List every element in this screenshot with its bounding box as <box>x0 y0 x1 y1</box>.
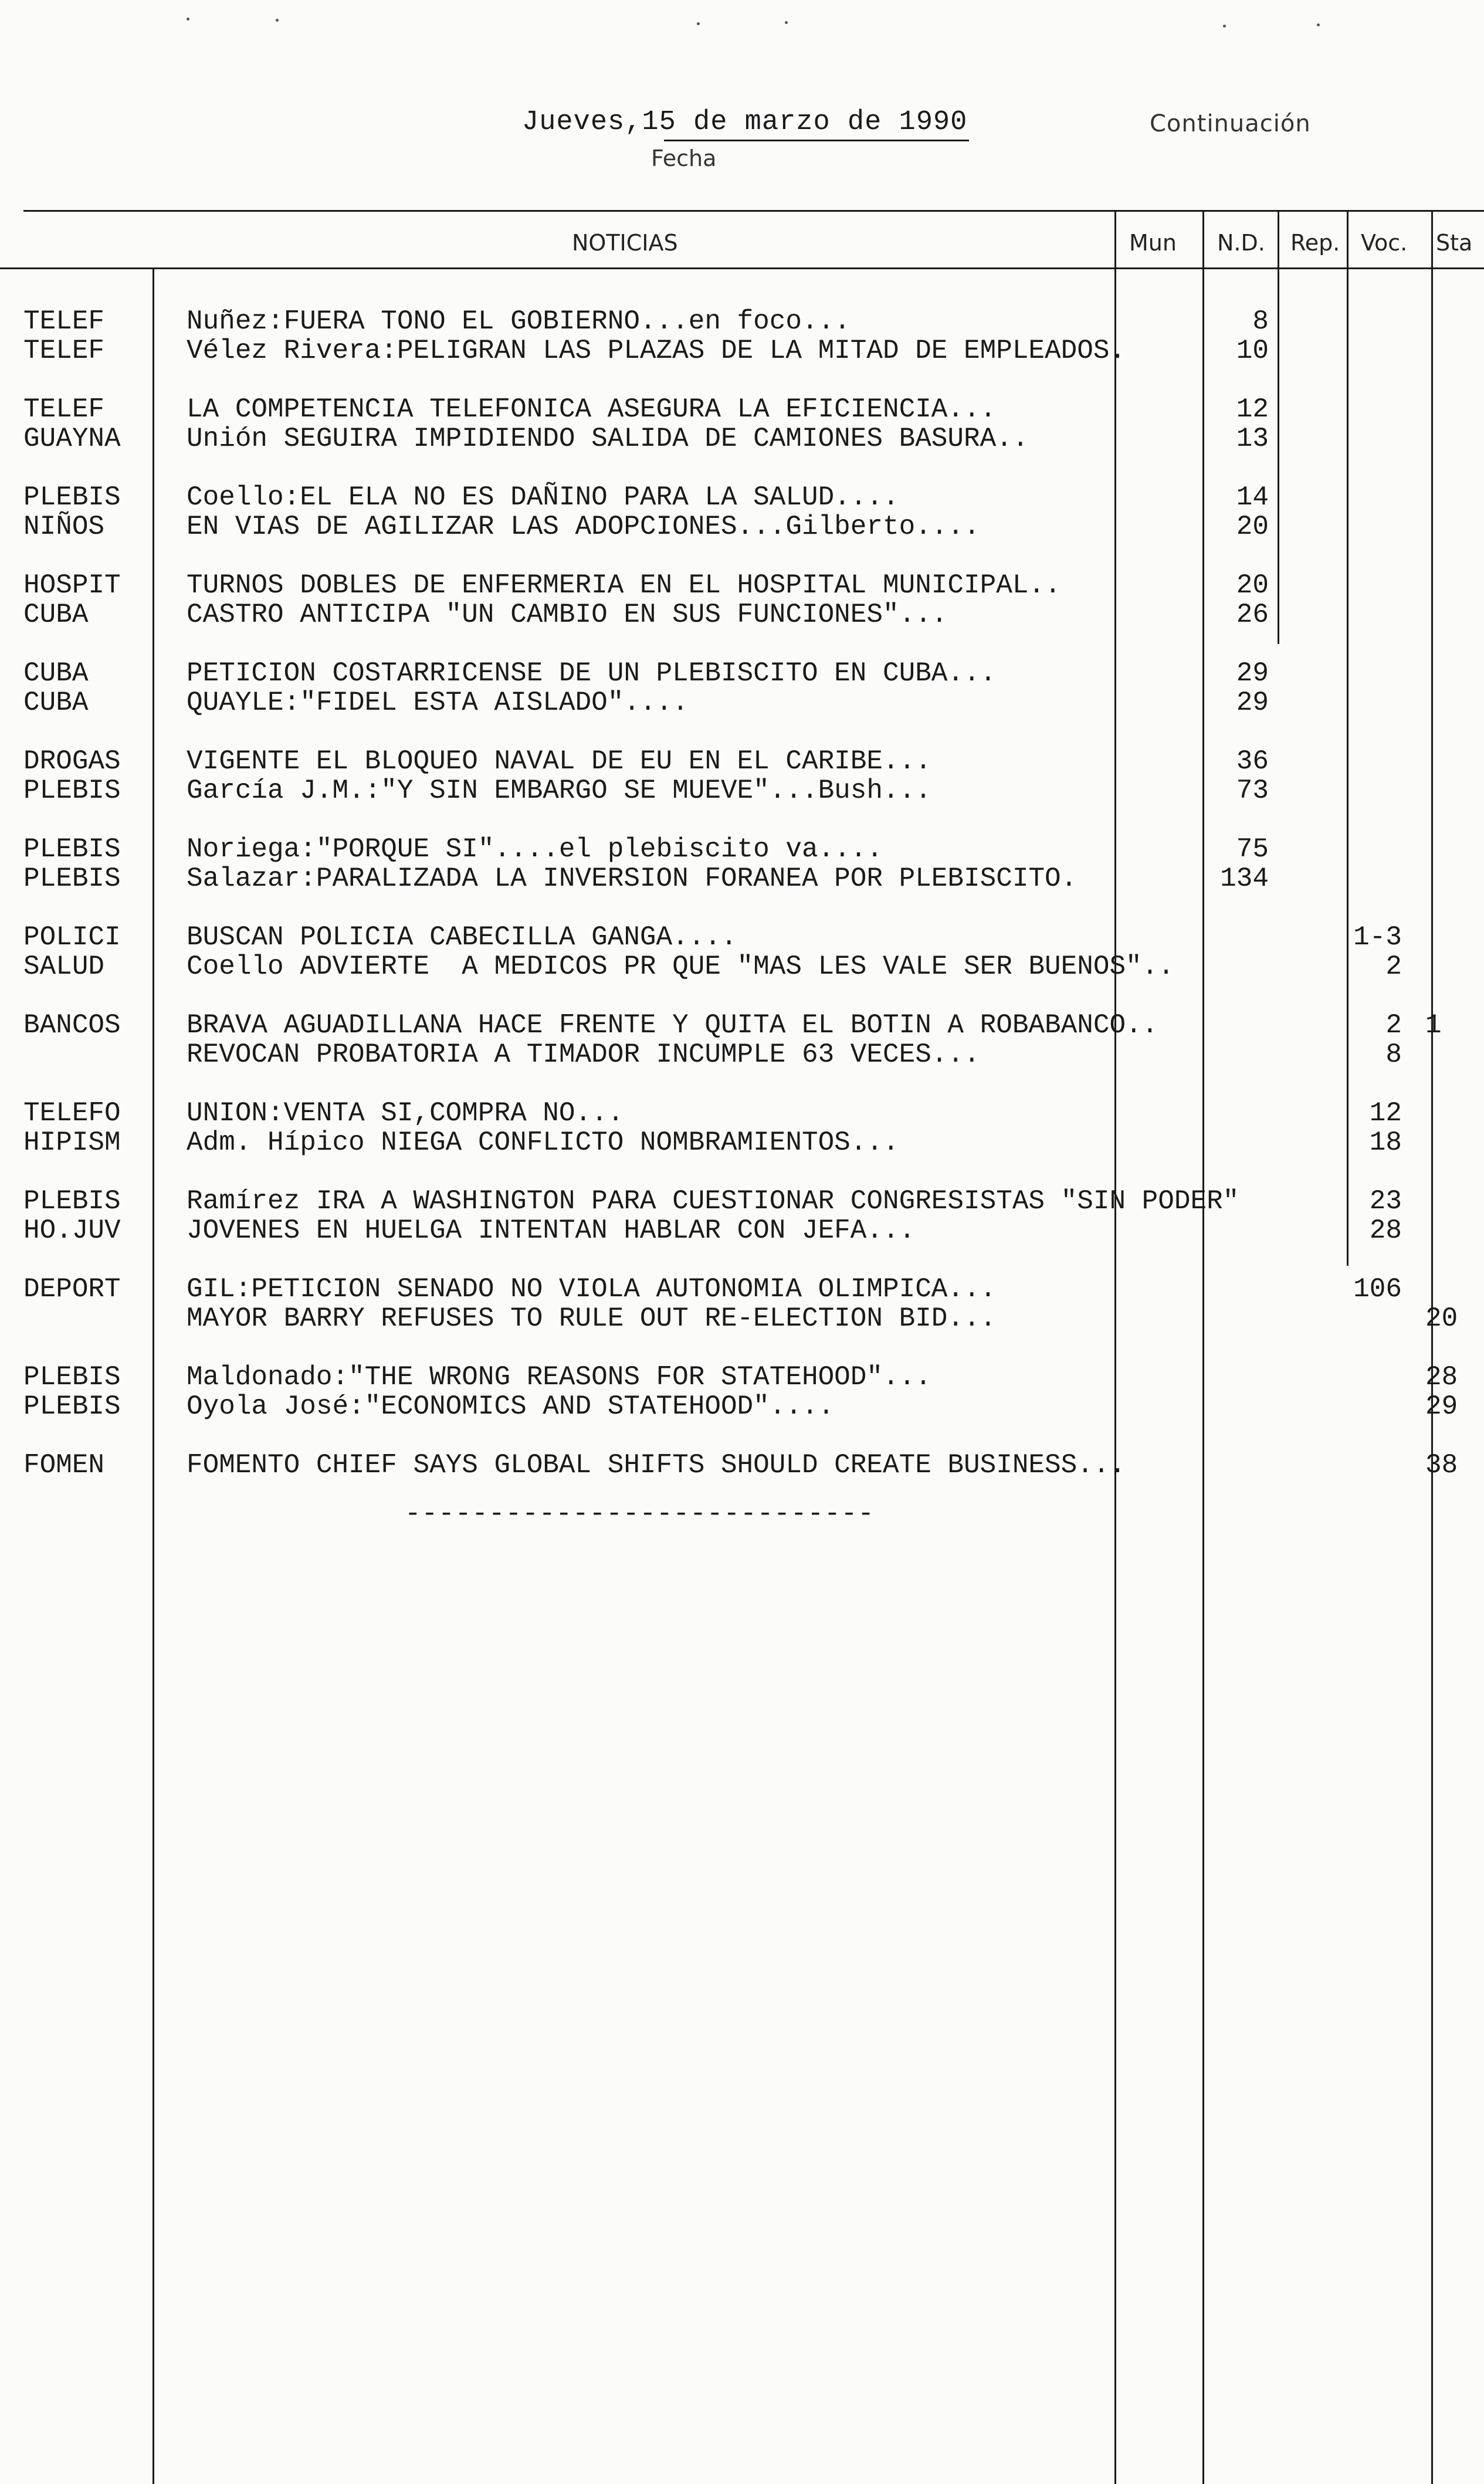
row-category: HO.JUV <box>23 1215 121 1246</box>
row-headline: MAYOR BARRY REFUSES TO RULE OUT RE-ELECTION BID... <box>187 1303 997 1334</box>
scan-speck <box>187 18 189 21</box>
row-category: NIÑOS <box>23 511 105 542</box>
row-category: FOMEN <box>23 1450 105 1480</box>
row-headline: LA COMPETENCIA TELEFONICA ASEGURA LA EFICIENCIA... <box>187 394 997 425</box>
row-category: DROGAS <box>23 746 121 777</box>
row-sta-page: 20 <box>1425 1303 1458 1334</box>
row-nd-page: 12 <box>1236 394 1269 425</box>
scan-speck <box>1223 25 1226 28</box>
row-sta-page: 38 <box>1425 1450 1458 1480</box>
row-category: SALUD <box>23 951 105 982</box>
rep-column-divider <box>1278 210 1279 644</box>
scan-speck <box>276 19 279 22</box>
row-category: TELEF <box>23 306 105 337</box>
column-header-rep: Rep. <box>1290 230 1340 256</box>
row-nd-page: 73 <box>1236 775 1269 806</box>
row-nd-page: 26 <box>1236 599 1269 630</box>
row-voc-page: 18 <box>1369 1127 1402 1158</box>
row-voc-page: 8 <box>1385 1039 1402 1070</box>
row-headline: Vélez Rivera:PELIGRAN LAS PLAZAS DE LA MITAD DE EMPLEADOS. <box>187 336 1126 366</box>
scan-speck <box>697 22 700 25</box>
row-headline: REVOCAN PROBATORIA A TIMADOR INCUMPLE 63 VECES... <box>187 1039 980 1070</box>
row-headline: Noriega:"PORQUE SI"....el plebiscito va.... <box>187 834 883 865</box>
row-headline: TURNOS DOBLES DE ENFERMERIA EN EL HOSPITAL MUNICIPAL.. <box>187 570 1061 601</box>
scan-speck <box>785 21 788 24</box>
row-headline: Adm. Hípico NIEGA CONFLICTO NOMBRAMIENTOS... <box>187 1127 899 1158</box>
row-headline: GIL:PETICION SENADO NO VIOLA AUTONOMIA OLIMPICA... <box>187 1274 997 1304</box>
row-headline: PETICION COSTARRICENSE DE UN PLEBISCITO EN CUBA... <box>187 658 997 689</box>
row-voc-page: 28 <box>1369 1215 1402 1246</box>
row-voc-page: 23 <box>1369 1186 1402 1216</box>
row-category: PLEBIS <box>23 482 121 513</box>
column-header-nd: N.D. <box>1217 230 1265 256</box>
row-category: HIPISM <box>23 1127 121 1158</box>
row-headline: Unión SEGUIRA IMPIDIENDO SALIDA DE CAMIONES BASURA.. <box>187 423 1029 454</box>
row-voc-page: 1-3 <box>1353 922 1402 953</box>
row-nd-page: 75 <box>1236 834 1269 865</box>
row-headline: EN VIAS DE AGILIZAR LAS ADOPCIONES...Gilberto.... <box>187 511 980 542</box>
row-nd-page: 10 <box>1236 336 1269 366</box>
row-category: TELEFO <box>23 1098 121 1129</box>
row-headline: UNION:VENTA SI,COMPRA NO... <box>187 1098 624 1129</box>
nd-column-divider <box>1202 210 1204 2484</box>
row-headline: Salazar:PARALIZADA LA INVERSION FORANEA POR PLEBISCITO. <box>187 863 1078 894</box>
row-headline: CASTRO ANTICIPA "UN CAMBIO EN SUS FUNCIONES"... <box>187 599 948 630</box>
scan-speck <box>1317 23 1320 26</box>
row-nd-page: 134 <box>1220 863 1269 894</box>
sta-column-divider <box>1431 210 1433 2484</box>
row-nd-page: 8 <box>1252 306 1269 337</box>
column-header-sta: Sta <box>1436 230 1473 256</box>
row-category: CUBA <box>23 599 89 630</box>
row-category: BANCOS <box>23 1010 121 1041</box>
row-headline: BRAVA AGUADILLANA HACE FRENTE Y QUITA EL BOTIN A ROBABANCO.. <box>187 1010 1158 1041</box>
row-category: POLICI <box>23 922 121 953</box>
end-divider: ---------------------------- <box>405 1499 875 1529</box>
date-label: Fecha <box>651 145 717 171</box>
row-sta-page: 29 <box>1425 1391 1458 1422</box>
row-category: TELEF <box>23 394 105 425</box>
row-headline: Oyola José:"ECONOMICS AND STATEHOOD".... <box>187 1391 835 1422</box>
row-headline: Ramírez IRA A WASHINGTON PARA CUESTIONAR CONGRESISTAS "SIN PODER" <box>187 1186 1239 1216</box>
row-category: DEPORT <box>23 1274 121 1304</box>
row-category: CUBA <box>23 658 89 689</box>
row-category: TELEF <box>23 336 105 366</box>
date-underline <box>664 140 969 141</box>
row-nd-page: 36 <box>1236 746 1269 777</box>
row-headline: Coello:EL ELA NO ES DAÑINO PARA LA SALUD.... <box>187 482 899 513</box>
row-headline: Coello ADVIERTE A MEDICOS PR QUE "MAS LES VALE SER BUENOS".. <box>187 951 1174 982</box>
row-nd-page: 29 <box>1236 687 1269 718</box>
row-headline: García J.M.:"Y SIN EMBARGO SE MUEVE"...Bush... <box>187 775 931 806</box>
row-headline: Maldonado:"THE WRONG REASONS FOR STATEHOOD"... <box>187 1362 931 1392</box>
row-voc-page: 12 <box>1369 1098 1402 1129</box>
row-voc-page: 106 <box>1353 1274 1402 1304</box>
column-header-noticias: NOTICIAS <box>572 230 678 256</box>
row-sta-page: 28 <box>1425 1362 1458 1392</box>
category-column-divider <box>153 267 154 2484</box>
row-voc-page: 2 <box>1385 1010 1402 1041</box>
row-headline: VIGENTE EL BLOQUEO NAVAL DE EU EN EL CARIBE... <box>187 746 931 777</box>
row-category: PLEBIS <box>23 775 121 806</box>
row-headline: JOVENES EN HUELGA INTENTAN HABLAR CON JEFA... <box>187 1215 916 1246</box>
row-sta-page: 1 <box>1425 1010 1442 1041</box>
row-headline: QUAYLE:"FIDEL ESTA AISLADO".... <box>187 687 689 718</box>
row-headline: Nuñez:FUERA TONO EL GOBIERNO...en foco... <box>187 306 851 337</box>
row-category: PLEBIS <box>23 1362 121 1392</box>
row-headline: BUSCAN POLICIA CABECILLA GANGA.... <box>187 922 737 953</box>
row-category: PLEBIS <box>23 1186 121 1216</box>
mun-column-divider <box>1114 210 1116 2484</box>
report-date: Jueves,15 de marzo de 1990 <box>522 107 968 138</box>
row-nd-page: 14 <box>1236 482 1269 513</box>
row-nd-page: 20 <box>1236 511 1269 542</box>
row-category: PLEBIS <box>23 863 121 894</box>
column-header-mun: Mun <box>1129 230 1177 256</box>
row-nd-page: 13 <box>1236 423 1269 454</box>
column-header-voc: Voc. <box>1361 230 1408 256</box>
row-category: GUAYNA <box>23 423 121 454</box>
continuation-label: Continuación <box>1150 110 1311 137</box>
row-nd-page: 20 <box>1236 570 1269 601</box>
row-category: PLEBIS <box>23 1391 121 1422</box>
row-voc-page: 2 <box>1385 951 1402 982</box>
row-category: CUBA <box>23 687 89 718</box>
row-nd-page: 29 <box>1236 658 1269 689</box>
table-top-rule <box>23 210 1484 212</box>
table-header-rule <box>0 267 1484 269</box>
row-headline: FOMENTO CHIEF SAYS GLOBAL SHIFTS SHOULD CREATE BUSINESS... <box>187 1450 1126 1480</box>
row-category: HOSPIT <box>23 570 121 601</box>
row-category: PLEBIS <box>23 834 121 865</box>
